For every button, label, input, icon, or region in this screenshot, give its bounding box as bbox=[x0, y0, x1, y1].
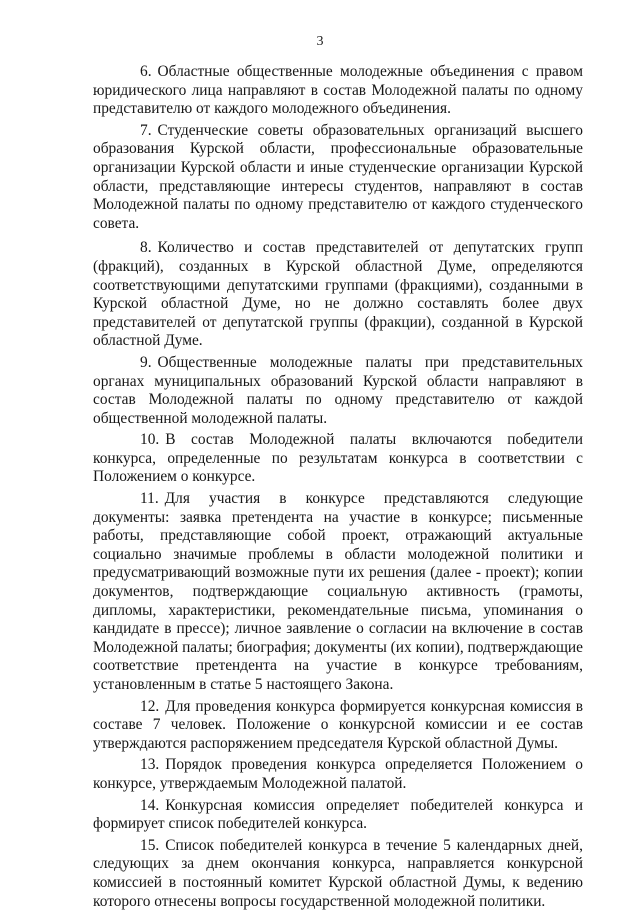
paragraph-text: Количество и состав представителей от депутатских групп (фракций), созданных в Курской областной Думе, определяются соответствующими депутатскими группами (фракциями), созданными в Курской областной Думе, но не должно составлять более двух представителей от депутатской группы (фракции), созданной в Курской областной Думе. bbox=[93, 239, 583, 350]
document-body bbox=[93, 63, 583, 911]
paragraph-13 bbox=[93, 756, 583, 793]
paragraph-number: 9. bbox=[140, 353, 152, 371]
paragraph-8 bbox=[93, 239, 583, 351]
paragraph-number: 7. bbox=[140, 121, 152, 139]
paragraph-15 bbox=[93, 837, 583, 911]
paragraph-number: 10. bbox=[140, 431, 160, 449]
paragraph-12 bbox=[93, 698, 583, 754]
paragraph-text: Конкурсная комиссия определяет победителей конкурса и формирует список победителей конкурса. bbox=[93, 796, 583, 833]
paragraph-14 bbox=[93, 797, 583, 834]
paragraph-11 bbox=[93, 490, 583, 695]
paragraph-text: Для участия в конкурсе представляются следующие документы: заявка претендента на участие в конкурсе; письменные работы, представляющие собой проект, отражающий актуальные социально значимые проблемы в области молодежной политики и предусматривающий возможные пути их решения (далее - проект); копии документов, подтверждающие социальную активность (грамоты, дипломы, характеристики, рекомендательные письма, упоминания о кандидате в прессе); личное заявление о согласии на включение в состав Молодежной палаты; биография; документы (их копии), подтверждающие соответствие претендента на участие в конкурсе требованиям, установленным в статье 5 настоящего Закона. bbox=[93, 490, 583, 693]
paragraph-number: 14. bbox=[140, 796, 160, 814]
paragraph-6 bbox=[93, 63, 583, 119]
paragraph-text: Студенческие советы образовательных организаций высшего образования Курской области, профессиональные образовательные организации Курской области и иные студенческие организации Курской области, представляющие интересы студентов, направляют в состав Молодежной палаты по одному представителю от каждого студенческого совета. bbox=[93, 121, 583, 232]
paragraph-text: В состав Молодежной палаты включаются победители конкурса, определенные по результатам конкурса в соответствии с Положением о конкурсе. bbox=[93, 431, 583, 486]
paragraph-text: Общественные молодежные палаты при представительных органах муниципальных образований Курской области направляют в состав Молодежной палаты по одному представителю от каждой общественной молодежной палаты. bbox=[93, 353, 583, 427]
paragraph-10 bbox=[93, 431, 583, 487]
paragraph-text: Областные общественные молодежные объединения с правом юридического лица направляют в состав Молодежной палаты по одному представителю от каждого молодежного объединения. bbox=[93, 63, 583, 118]
page-number: 3 bbox=[316, 34, 324, 49]
paragraph-number: 8. bbox=[140, 239, 152, 257]
paragraph-text: Порядок проведения конкурса определяется Положением о конкурсе, утверждаемым Молодежной палатой. bbox=[93, 756, 583, 792]
paragraph-number: 12. bbox=[140, 697, 160, 715]
paragraph-7 bbox=[93, 122, 583, 234]
paragraph-number: 11. bbox=[140, 490, 159, 508]
paragraph-number: 15. bbox=[140, 836, 160, 854]
paragraph-number: 13. bbox=[140, 756, 160, 774]
paragraph-text: Для проведения конкурса формируется конкурсная комиссия в составе 7 человек. Положение о конкурсной комиссии и ее состав утверждаются распоряжением председателя Курской областной Думы. bbox=[93, 697, 583, 752]
paragraph-text: Список победителей конкурса в течение 5 календарных дней, следующих за днем окончания конкурса, направляется конкурсной комиссией в постоянный комитет Курской областной Думы, к ведению которого отнесены вопросы государственной молодежной политики. bbox=[93, 836, 583, 910]
paragraph-9 bbox=[93, 354, 583, 428]
paragraph-number: 6. bbox=[140, 63, 152, 80]
